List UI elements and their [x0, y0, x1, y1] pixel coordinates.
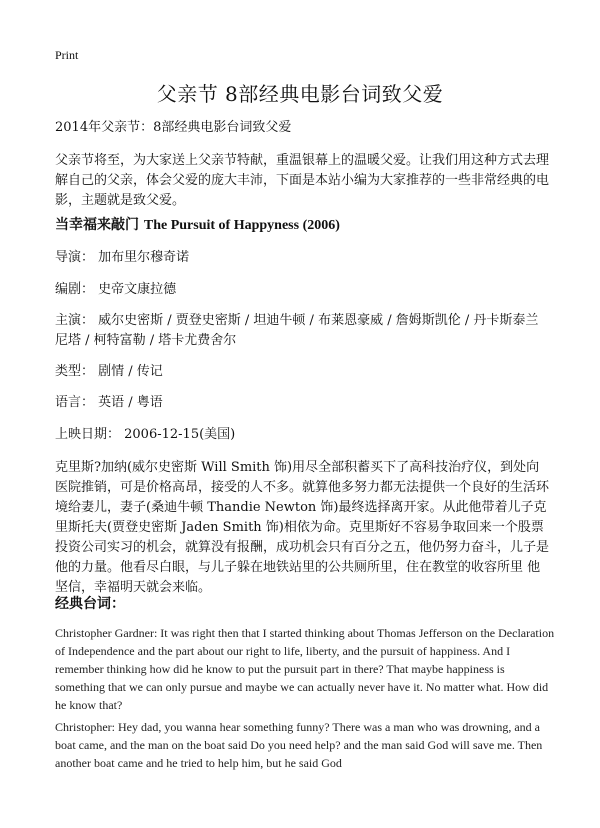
page-title: 父亲节 8部经典电影台词致父爱: [156, 82, 444, 106]
movie-title-cn: 当幸福来敲门: [55, 217, 139, 233]
subtitle: 2014年父亲节：8部经典电影台词致父爱: [55, 120, 292, 135]
intro-paragraph: 父亲节将至，为大家送上父亲节特献，重温银幕上的温暖父爱。让我们用这种方式去理解自己的父亲，体会父爱的庞大丰沛，下面是本站小编为大家推荐的一些非常经典的电影，主题就是致父爱。: [55, 153, 550, 208]
director-line: 导演： 加布里尔穆奇诺: [55, 250, 190, 265]
movie-title-en: The Pursuit of Happyness (2006): [143, 218, 340, 233]
writer-line: 编剧： 史帝文康拉德: [55, 282, 177, 297]
quote-paragraph: Christopher Gardner: It was right then that I started thinking about Thomas Jefferson on the Declaration of Independence and the part about our right to life, liberty, and the pursuit of happiness. And I remember thinking how did he know to put the pursuit part in there? That maybe happiness is something that we can only pursue and maybe we can actually never have it. No matter what. How did he know that?: [55, 626, 555, 712]
cast-line: 主演： 威尔史密斯 / 贾登史密斯 / 坦迪牛顿 / 布莱恩豪威 / 詹姆斯凯伦 / 丹卡斯泰兰尼塔 / 柯特富勒 / 塔卡尤费舍尔: [55, 313, 539, 348]
quote-paragraph: Christopher: Hey dad, you wanna hear something funny? There was a man who was drowning, and a boat came, and the man on the boat said Do you need help? and the man said God will save me. Then another boat came and he tried to help him, but he said God: [55, 720, 543, 770]
quotes-heading: 经典台词：: [55, 596, 125, 612]
movie-heading: [55, 215, 550, 236]
synopsis-paragraph: 克里斯?加纳(威尔史密斯 Will Smith 饰)用尽全部积蓄买下了高科技治疗仪，到处向医院推销，可是价格高昂，接受的人不多。就算他多努力都无法提供一个良好的生活环境给妻儿，妻子(桑迪牛顿 Thandie Newton 饰)最终选择离开家。从此他带着儿子克里斯托夫(贾登史密斯 Jaden Smith 饰)相依为命。克里斯好不容易争取回来一个股票投资公司实习的机会，就算没有报酬，成功机会只有百分之五，他仍努力奋斗，儿子是他的力量。他看尽白眼，与儿子躲在地铁站里的公共厕所里，住在教堂的收容所里 他坚信，幸福明天就会来临。: [55, 460, 550, 595]
print-link[interactable]: Print: [55, 48, 79, 62]
genre-line: 类型： 剧情 / 传记: [55, 364, 163, 379]
language-line: 语言： 英语 / 粤语: [55, 395, 163, 410]
release-line: 上映日期： 2006-12-15(美国): [55, 427, 236, 442]
